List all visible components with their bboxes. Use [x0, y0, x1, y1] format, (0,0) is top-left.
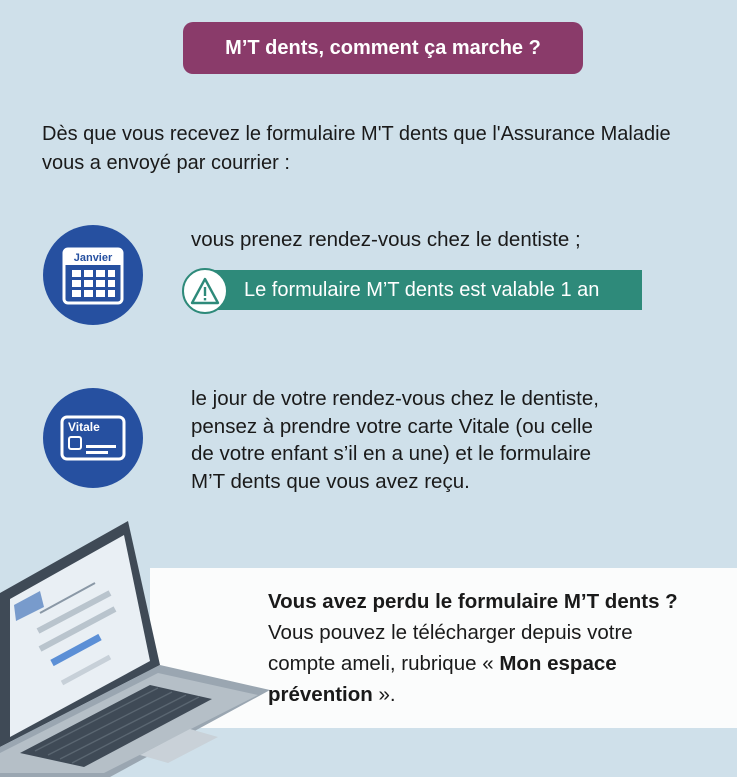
lost-form-line: Vous pouvez le télécharger depuis votre [268, 621, 633, 644]
prevention-link[interactable]: prévention [268, 683, 373, 706]
vitale-card-icon-circle [43, 388, 143, 488]
step-vitale-line: M’T dents que vous avez reçu. [191, 469, 470, 493]
warning-banner [182, 268, 642, 312]
warning-text: Le formulaire M’T dents est valable 1 an [244, 279, 600, 301]
vitale-card-icon [60, 415, 126, 461]
intro-text: Dès que vous recevez le formulaire M'T dents que l'Assurance Maladie vous a envoyé par courrier : [42, 123, 671, 174]
step-vitale-line: de votre enfant s’il en a une) et le formulaire [191, 442, 591, 465]
step-appointment-text: vous prenez rendez-vous chez le dentiste ; [191, 228, 581, 251]
page-title [183, 22, 583, 74]
vitale-card-label: Vitale [68, 420, 100, 434]
calendar-month-label: Janvier [73, 252, 113, 264]
laptop-illustration [0, 515, 270, 777]
step-vitale-line: le jour de votre rendez-vous chez le dentiste, [191, 387, 599, 410]
page-title-text: M’T dents, comment ça marche ? [225, 36, 541, 59]
step-vitale-text [191, 385, 599, 495]
lost-form-line: compte ameli, rubrique « Mon espace [268, 652, 617, 675]
calendar-icon [62, 245, 124, 305]
step-vitale-line: pensez à prendre votre carte Vitale (ou celle [191, 414, 593, 438]
lost-form-heading: Vous avez perdu le formulaire M’T dents ? [268, 590, 678, 613]
mon-espace-link[interactable]: Mon espace [499, 652, 617, 675]
lost-form-line: prévention ». [268, 683, 396, 706]
calendar-icon-circle [43, 225, 143, 325]
warning-icon [190, 277, 220, 305]
warning-icon-circle [182, 268, 228, 314]
lost-form-text [268, 586, 728, 710]
